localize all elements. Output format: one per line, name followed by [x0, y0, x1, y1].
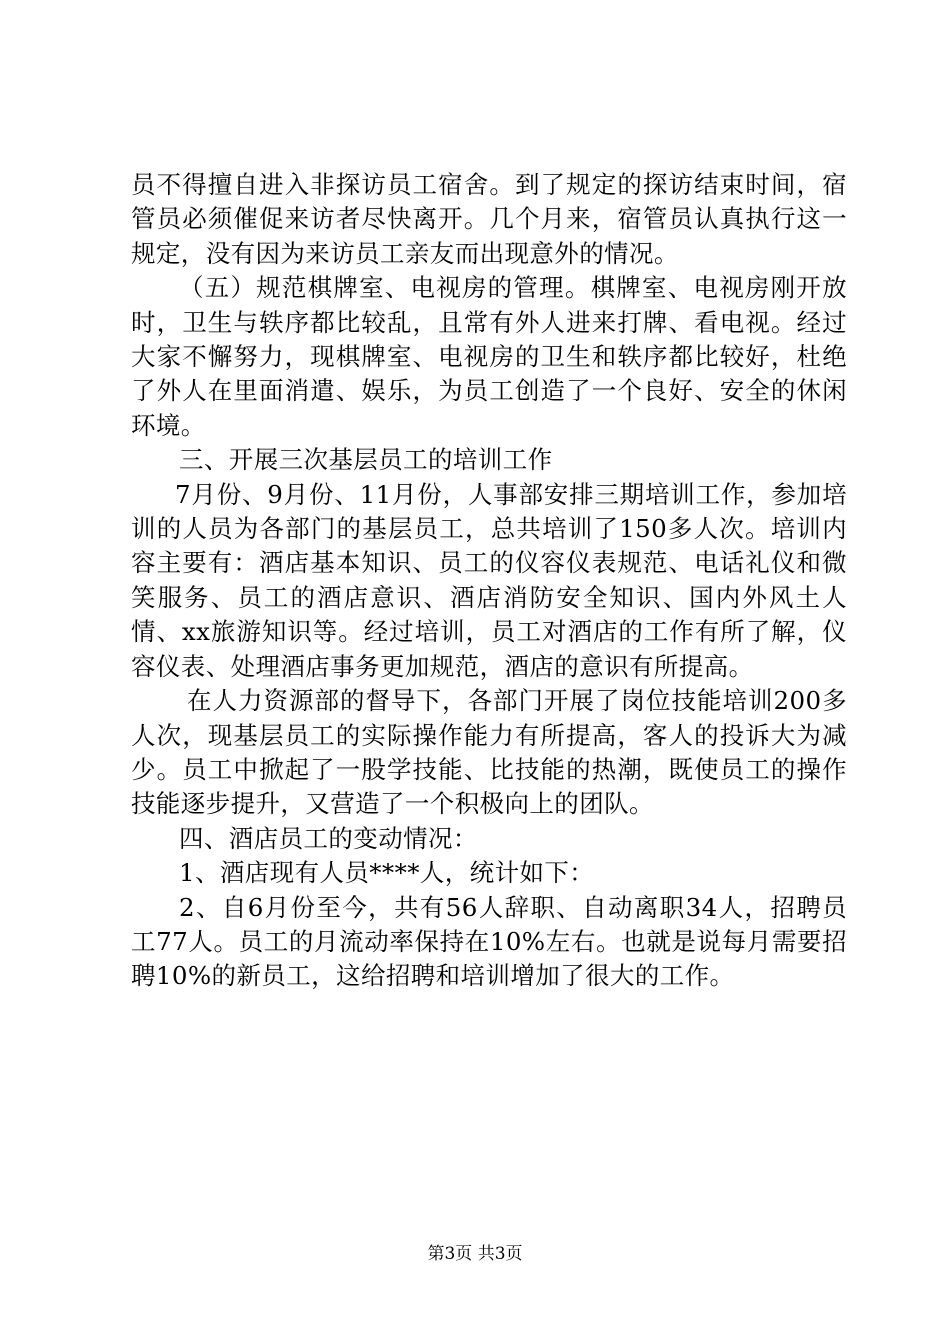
paragraph-dormitory-visits: 员不得擅自进入非探访员工宿舍。到了规定的探访结束时间，宿管员必须催促来访者尽快离开。几个月来，宿管员认真执行这一规定，没有因为来访员工亲友而出现意外的情况。 [131, 170, 847, 268]
document-body [131, 168, 847, 994]
section-heading-training: 三、开展三次基层员工的培训工作 [179, 445, 553, 475]
paragraph-current-staff: 1、酒店现有人员****人，统计如下： [179, 858, 595, 888]
section-heading-staff-changes: 四、酒店员工的变动情况： [179, 823, 478, 853]
paragraph-skills-training: 在人力资源部的督导下，各部门开展了岗位技能培训200多人次，现基层员工的实际操作能力有所提高，客人的投诉大为减少。员工中掀起了一股学技能、比技能的热潮，既使员工的操作技能逐步提升，又营造了一个积极向上的团队。 [131, 686, 847, 819]
paragraph-recreation-rooms: （五）规范棋牌室、电视房的管理。棋牌室、电视房刚开放时，卫生与轶序都比较乱，且常有外人进来打牌、看电视。经过大家不懈努力，现棋牌室、电视房的卫生和轶序都比较好，杜绝了外人在里面消遣、娱乐，为员工创造了一个良好、安全的休闲环境。 [131, 273, 847, 440]
paragraph-turnover: 2、自6月份至今，共有56人辞职、自动离职34人，招聘员工77人。员工的月流动率保持在10%左右。也就是说每月需要招聘10%的新员工，这给招聘和培训增加了很大的工作。 [131, 892, 847, 991]
paragraph-training-sessions: 7月份、9月份、11月份，人事部安排三期培训工作，参加培训的人员为各部门的基层员工，总共培训了150多人次。培训内容主要有：酒店基本知识、员工的仪容仪表规范、电话礼仪和微笑服务、员工的酒店意识、酒店消防安全知识、国内外风土人情、xx旅游知识等。经过培训，员工对酒店的工作有所了解，仪容仪表、处理酒店事务更加规范，酒店的意识有所提高。 [131, 479, 847, 681]
page-footer: 第3页 共3页 [427, 1244, 523, 1264]
